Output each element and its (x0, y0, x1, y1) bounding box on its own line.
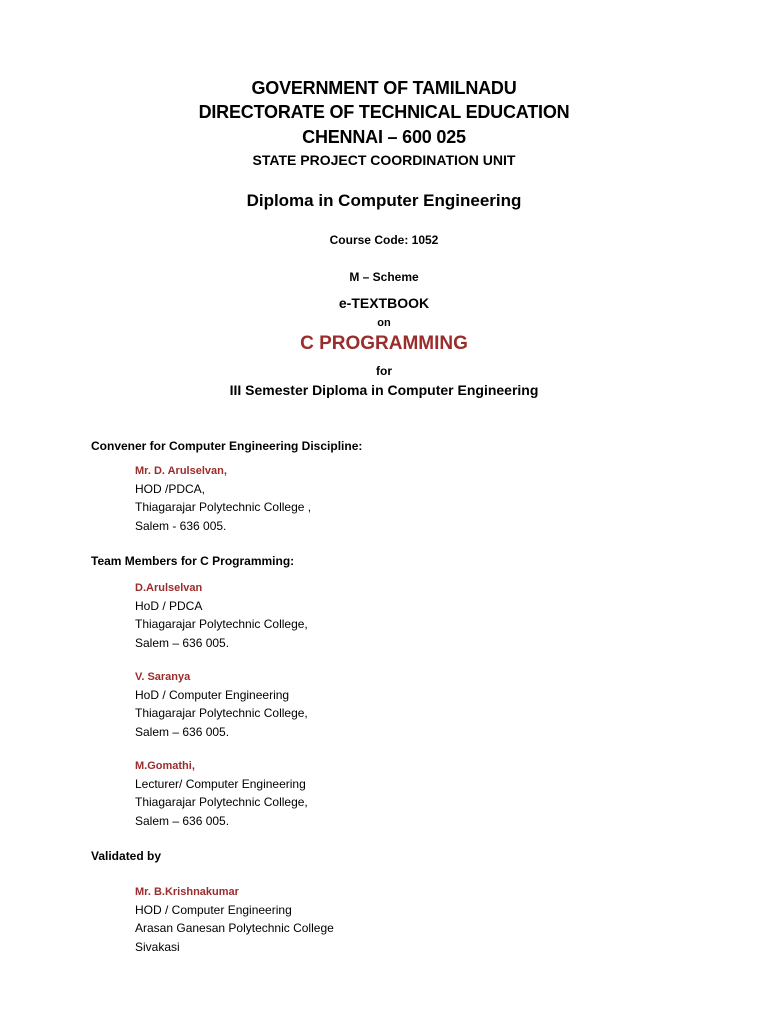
team-member-line: Thiagarajar Polytechnic College, (135, 617, 308, 632)
team-member-line: Lecturer/ Computer Engineering (135, 777, 306, 792)
team-member-name: M.Gomathi, (135, 760, 195, 772)
etextbook-label: e-TEXTBOOK (338, 295, 430, 311)
scheme: M – Scheme (349, 270, 419, 284)
validator-line: HOD / Computer Engineering (135, 903, 292, 918)
course-code: Course Code: 1052 (329, 233, 439, 247)
for-label: for (376, 364, 392, 378)
team-member-line: HoD / PDCA (135, 599, 203, 614)
subject-title: C PROGRAMMING (300, 333, 468, 354)
validated-heading: Validated by (91, 849, 162, 863)
validator-name: Mr. B.Krishnakumar (135, 886, 239, 898)
validator-line: Sivakasi (135, 939, 180, 954)
team-member (135, 668, 308, 741)
validator-line: Arasan Ganesan Polytechnic College (135, 921, 334, 936)
header-government: GOVERNMENT OF TAMILNADU (251, 78, 517, 98)
program-title: Diploma in Computer Engineering (246, 191, 522, 210)
convener-block (135, 462, 311, 535)
team-member-name: D.Arulselvan (135, 582, 203, 594)
header-city: CHENNAI – 600 025 (302, 127, 466, 147)
team-member-line: Thiagarajar Polytechnic College, (135, 795, 308, 810)
team-member-line: Salem – 636 005. (135, 813, 230, 828)
team-member (135, 757, 308, 830)
team-heading: Team Members for C Programming: (91, 554, 295, 568)
convener-line: Salem - 636 005. (135, 518, 227, 533)
team-member-line: Salem – 636 005. (135, 724, 230, 739)
team-member-line: Thiagarajar Polytechnic College, (135, 706, 308, 721)
semester-title: III Semester Diploma in Computer Engineering (229, 382, 539, 398)
convener-name: Mr. D. Arulselvan, (135, 465, 227, 477)
convener-line: HOD /PDCA, (135, 482, 206, 497)
validator-block (135, 883, 334, 956)
on-label: on (377, 317, 391, 329)
team-member (135, 579, 308, 652)
team-member-line: Salem – 636 005. (135, 635, 230, 650)
header-unit: STATE PROJECT COORDINATION UNIT (252, 152, 516, 168)
convener-heading: Convener for Computer Engineering Discipline: (91, 439, 363, 453)
convener-line: Thiagarajar Polytechnic College , (135, 500, 312, 515)
team-member-line: HoD / Computer Engineering (135, 688, 290, 703)
header-directorate: DIRECTORATE OF TECHNICAL EDUCATION (198, 102, 570, 122)
team-member-name: V. Saranya (135, 671, 191, 683)
